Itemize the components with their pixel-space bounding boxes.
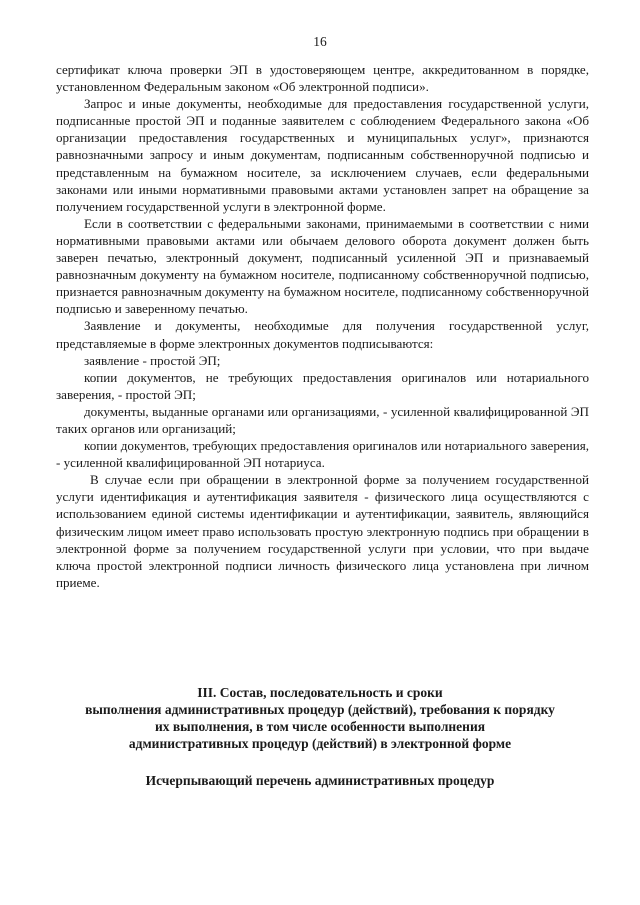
section-heading-line: III. Состав, последовательность и сроки — [197, 685, 443, 700]
subheading: Исчерпывающий перечень административных процедур — [145, 773, 495, 788]
paragraph: Запрос и иные документы, необходимые для предоставления государственной услуги, подписанные простой ЭП и поданные заявителем с соблюдением Федерального закона «Об организации предоставления государственных и муниципальных услуг», признаются равнозначными запросу и иным документам, подписанным собственноручной подписью и представленным на бумажном носителе, за исключением случаев, если федеральными законами или иными нормативными правовыми актами установлен запрет на обращение за получением государственной услуги в электронной форме. — [56, 96, 589, 214]
section-heading — [40, 684, 600, 752]
section-heading-line: выполнения административных процедур (действий), требования к порядку — [85, 702, 555, 718]
list-item: копии документов, не требующих предоставления оригиналов или нотариального заверения, - простой ЭП; — [56, 369, 589, 402]
list-item: документы, выданные органами или организациями, - усиленной квалифицированной ЭП таких органов или организаций; — [56, 403, 589, 436]
list-item: заявление - простой ЭП; — [84, 352, 221, 368]
paragraph: В случае если при обращении в электронной форме за получением государственной услуги идентификация и аутентификация заявителя - физического лица осуществляются с использованием единой системы идентификации и аутентификации, заявитель, являющийся физическим лицом имеет право использовать простую электронную подпись при обращении в электронной форме за получением государственной услуги при условии, что при выдаче ключа простой электронной подписи личность физического лица установлена при личном приеме. — [56, 472, 589, 590]
document-body — [56, 61, 589, 591]
section-heading-line: административных процедур (действий) в электронной форме — [128, 736, 512, 752]
paragraph: сертификат ключа проверки ЭП в удостоверяющем центре, аккредитованном в порядке, установленном Федеральным законом «Об электронной подписи». — [56, 62, 589, 95]
paragraph: Заявление и документы, необходимые для получения государственной услуг, представляемые в форме электронных документов подписываются: — [56, 318, 589, 351]
paragraph: Если в соответствии с федеральными законами, принимаемыми в соответствии с ними нормативными правовыми актами или обычаем делового оборота документ должен быть заверен печатью, электронный документ, подписанный усиленной ЭП и признаваемый равнозначным документу на бумажном носителе, подписанному собственноручной подписью, признается равнозначным документу на бумажном носителе, подписанному собственноручной подписью и заверенному печатью. — [56, 215, 589, 317]
page-number: 16 — [313, 34, 327, 49]
list-item: копии документов, требующих предоставления оригиналов или нотариального заверения, - усиленной квалифицированной ЭП нотариуса. — [56, 438, 589, 471]
section-heading-line: их выполнения, в том числе особенности выполнения — [154, 719, 486, 735]
